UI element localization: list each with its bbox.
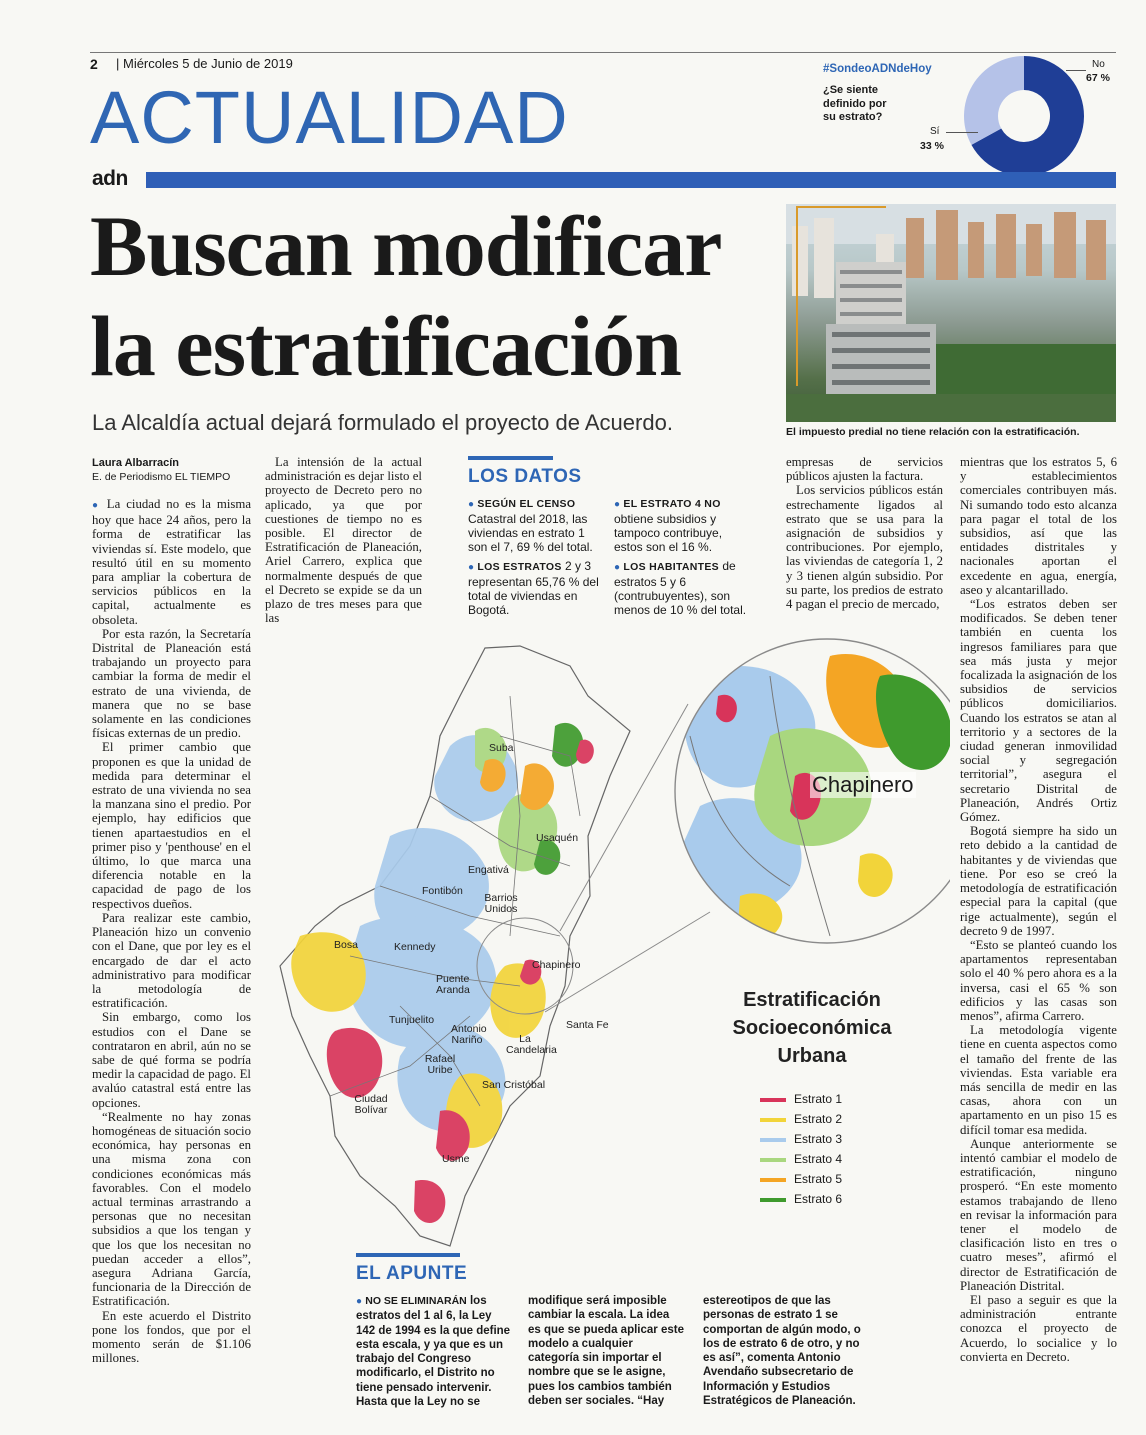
legend-swatch [760, 1138, 786, 1142]
map-title-line-2: Socioeconómica [732, 1017, 892, 1039]
article-paragraph: “Realmente no hay zonas homogéneas de situación socio económica, hay personas en una misma zona con condiciones económicas más favorables. Con el modelo actual terminas arrastrando a personas que no necesitan subsidios a que los tengan y que los que los necesitan no puedan acceder a ellos”, asegura Adriana García, funcionaria de la Dirección de Estratificación. [92, 1109, 251, 1309]
map-label-candelaria: La Candelaria [506, 1033, 557, 1056]
map-label-kennedy: Kennedy [394, 941, 436, 953]
poll-question: ¿Se siente definido por su estrato? [823, 84, 887, 123]
bullet-icon: ● [356, 1296, 363, 1307]
top-rule [90, 52, 1116, 53]
photo-caption: El impuesto predial no tiene relación con la estratificación. [786, 426, 1080, 438]
poll-no-value: 67 % [1086, 72, 1110, 84]
article-paragraph: En este acuerdo el Distrito pone los fondos, que por el momento serán de $1.106 millones. [92, 1308, 251, 1366]
map-label-suba: Suba [489, 742, 514, 754]
article-paragraph: “Los estratos deben ser modificados. Se deben tener también en cuenta los ingresos familiares para que sea más justa y mejor focalizada la asignación de los subsidios de servicios públicos domiciliarios. Cuando los estratos se atan al territorio y a sectores de la ciudad generan inmovilidad social y segregación territorial”, asegura el secretario Distrital de Planeación, Andrés Ortiz Gómez. [960, 597, 1117, 825]
map-label-puente-aranda: Puente Aranda [436, 973, 470, 996]
map-label-fontibon: Fontibón [422, 885, 463, 897]
datos-box [465, 456, 755, 621]
poll-yes-leader [946, 132, 978, 133]
dato-item: ● LOS ESTRATOS 2 y 3 representan 65,76 % del total de viviendas en Bogotá. [468, 559, 599, 617]
article-paragraph: Los servicios públicos están estrechamente ligados al estrato que se usa para la asignación de subsidios y contribuciones. Por ejemplo, las viviendas de categoría 1, 2 y 3 tienen algún subsidio. Por su parte, los predios de estrato 4 pagan el precio de mercado, [786, 483, 943, 612]
map-legend: Estrato 1 Estrato 2 Estrato 3 Estrato 4 Estrato 5 Estrato 6 [760, 1092, 880, 1212]
legend-swatch [760, 1098, 786, 1102]
map-label-ciudad-bolivar: Ciudad Bolívar [354, 1093, 388, 1116]
article-paragraph: La metodología vigente tiene en cuenta aspectos como el tamaño del frente de las viviendas. Esta variable era más sencilla de medir en las casas, ahora con un apartamento en un piso 15 es difícil tomar esa medida. [960, 1023, 1117, 1137]
map-label-engativa: Engativá [468, 864, 509, 876]
zoom-label-chapinero: Chapinero [812, 772, 914, 797]
map-label-santa-fe: Santa Fe [566, 1019, 609, 1031]
dato-item: ● SEGÚN EL CENSO Catastral del 2018, las viviendas en estrato 1 son el 7, 69 % del total. [468, 498, 593, 554]
article-column-1 [92, 497, 251, 1365]
apunte-column-2: modifique será imposible cambiar la escala. La idea es que se pueda aplicar este modelo a cualquier categoría sin importar el nombre que se le asigne, pues los cambios también deben ser sociales. “Hay [528, 1295, 684, 1408]
map-title-line-3: Urbana [777, 1045, 847, 1067]
map-label-tunjuelito: Tunjuelito [389, 1014, 435, 1026]
bullet-icon: ● [92, 500, 101, 511]
byline-role: E. de Periodismo EL TIEMPO [92, 471, 231, 483]
map-label-rafael-uribe: Rafael Uribe [424, 1053, 456, 1076]
map-title [712, 986, 912, 1070]
poll-yes-value: 33 % [920, 140, 944, 152]
poll-no-label: No [1092, 59, 1105, 70]
article-paragraph: La intensión de la actual administración es dejar listo el proyecto de Decreto pero no aplicado, ya que por cuestiones de tiempo no es posible. El director de Estratificación de Planeación, Ariel Carrero, explica que normalmente después de que el Decreto se expide se da un plazo de tres meses para que las [265, 455, 422, 626]
map-label-bosa: Bosa [334, 939, 358, 951]
article-paragraph: mientras que los estratos 5, 6 y establecimientos comerciales contribuyen más. Ni sumando todo esto alcanza para pagar el total de los subsidios, así que las entidades distritales y nacionales aportan el excedente en agua, energía, aseo y alcantarillado. [960, 455, 1117, 597]
poll-yes-label: Sí [930, 126, 940, 137]
headline-line-2: la estratificación [90, 298, 681, 394]
apunte-top-rule [356, 1253, 460, 1257]
poll-donut-chart [962, 54, 1086, 178]
map-title-line-1: Estratificación [743, 989, 881, 1011]
legend-swatch [760, 1118, 786, 1122]
issue-date: | Miércoles 5 de Junio de 2019 [116, 56, 293, 71]
article-paragraph: “Esto se planteó cuando los apartamentos representaban solo el 40 % pero ahora es a la inversa, casi el 65 % son edificios y las casas son menos”, afirma Carrero. [960, 937, 1117, 1023]
article-paragraph: El primer cambio que proponen es que la unidad de medida para determinar el estrato de una vivienda no sea la manzana sino el predio. Por ejemplo, hay edificios que tienen apartaestudios en el primer piso y 'penthouse' en el último, lo que marca una diferencia notable en la capacidad de pago de los respectivos dueños. [92, 740, 251, 911]
article-paragraph: Aunque anteriormente se intentó cambiar el modelo de estratificación, ninguno prosperó. “En este momento estamos trabajando de lleno en revisar la información para tener el modelo de clasificación listo en tres o cuatro meses”, afirmó el director de Estratificación de Planeación Distrital. [960, 1136, 1117, 1293]
map-label-chapinero: Chapinero [532, 959, 581, 971]
bullet-icon: ● [468, 499, 475, 510]
article-paragraph: Por esta razón, la Secretaría Distrital de Planeación está trabajando un proyecto para cambiar la forma de medir el estrato de una vivienda, de manera que no se base solamente en las condiciones físicas externas de un predio. [92, 626, 251, 741]
map-label-barrios-unidos: Barrios Unidos [484, 892, 518, 915]
map-label-san-cristobal: San Cristóbal [482, 1079, 546, 1091]
page-number: 2 [90, 56, 98, 72]
datos-top-rule [468, 456, 553, 460]
article-paragraph: Bogotá siempre ha sido un reto debido a la cantidad de habitantes y de viviendas que tiene. Por eso se creó la metodología de estratificación especial para la capital (que rige actualmente), según el decreto 9 de 1997. [960, 824, 1117, 938]
headline-subtitle: La Alcaldía actual dejará formulado el proyecto de Acuerdo. [92, 410, 673, 435]
apunte-column-1: ● NO SE ELIMINARÁN los estratos del 1 al 6, la Ley 142 de 1994 es la que define esta escala, y ya que es un trabajo del Congreso modificarlo, el Distrito no tiene pensado intervenir. Hasta que la Ley no se [356, 1295, 511, 1409]
article-column-4 [960, 455, 1117, 1364]
dato-item: ● EL ESTRATO 4 NO obtiene subsidios y tampoco contribuye, estos son el 16 %. [614, 498, 723, 554]
map-label-antonio-narino: Antonio Nariño [451, 1023, 487, 1046]
article-paragraph: El paso a seguir es que la administración entrante conozca el proyecto de Acuerdo, lo socialice y lo convierta en Decreto. [960, 1292, 1117, 1364]
article-paragraph: ● La ciudad no es la misma hoy que hace 24 años, pero la forma de estratificar las viviendas sí. Este modelo, que resultó útil en su momento para ampliar la cobertura de servicios públicos en la capital, actualmente es obsoleta. [92, 497, 252, 627]
apunte-column-3: estereotipos de que las personas de estrato 1 se comportan de algún modo, o los de estrato 6 de otro, y no es así”, comenta Antonio Avendaño subsecretario de Información y Estudios Estratégicos de Planeación. [703, 1295, 861, 1408]
news-photo [786, 204, 1116, 422]
datos-title: LOS DATOS [468, 466, 582, 487]
map-label-usaquen: Usaquén [536, 832, 579, 844]
article-paragraph: empresas de servicios públicos ajusten la factura. [786, 455, 943, 484]
article-column-3 [786, 455, 943, 611]
article-paragraph: Sin embargo, como los estudios con el Dane se contrataron en abril, aún no se sabe de qué forma se podría medir la capacidad de pago. El avalúo catastral está entre las opciones. [92, 1010, 251, 1110]
legend-swatch [760, 1198, 786, 1202]
article-column-2 [265, 455, 422, 625]
section-bar [146, 172, 1116, 188]
bullet-icon: ● [614, 499, 621, 510]
map-label-usme: Usme [442, 1153, 470, 1165]
bullet-icon: ● [614, 562, 621, 573]
dato-item: ● LOS HABITANTES de estratos 5 y 6 (contrubuyentes), son menos de 10 % del total. [614, 559, 747, 617]
apunte-title: EL APUNTE [356, 1263, 468, 1284]
legend-swatch [760, 1158, 786, 1162]
section-title: ACTUALIDAD [90, 76, 569, 159]
bullet-icon: ● [468, 562, 475, 573]
headline-line-1: Buscan modificar [90, 198, 722, 294]
poll-no-leader [1066, 70, 1086, 71]
poll-hashtag: #SondeoADNdeHoy [823, 63, 932, 75]
article-paragraph: Para realizar este cambio, Planeación hizo un convenio con el Dane, que por ley es el encargado de dar el acto administrativo para modificar la metodología de estratificación. [92, 910, 251, 1011]
byline-author: Laura Albarracín [92, 457, 180, 469]
legend-swatch [760, 1178, 786, 1182]
adn-logo: adn [92, 167, 128, 190]
